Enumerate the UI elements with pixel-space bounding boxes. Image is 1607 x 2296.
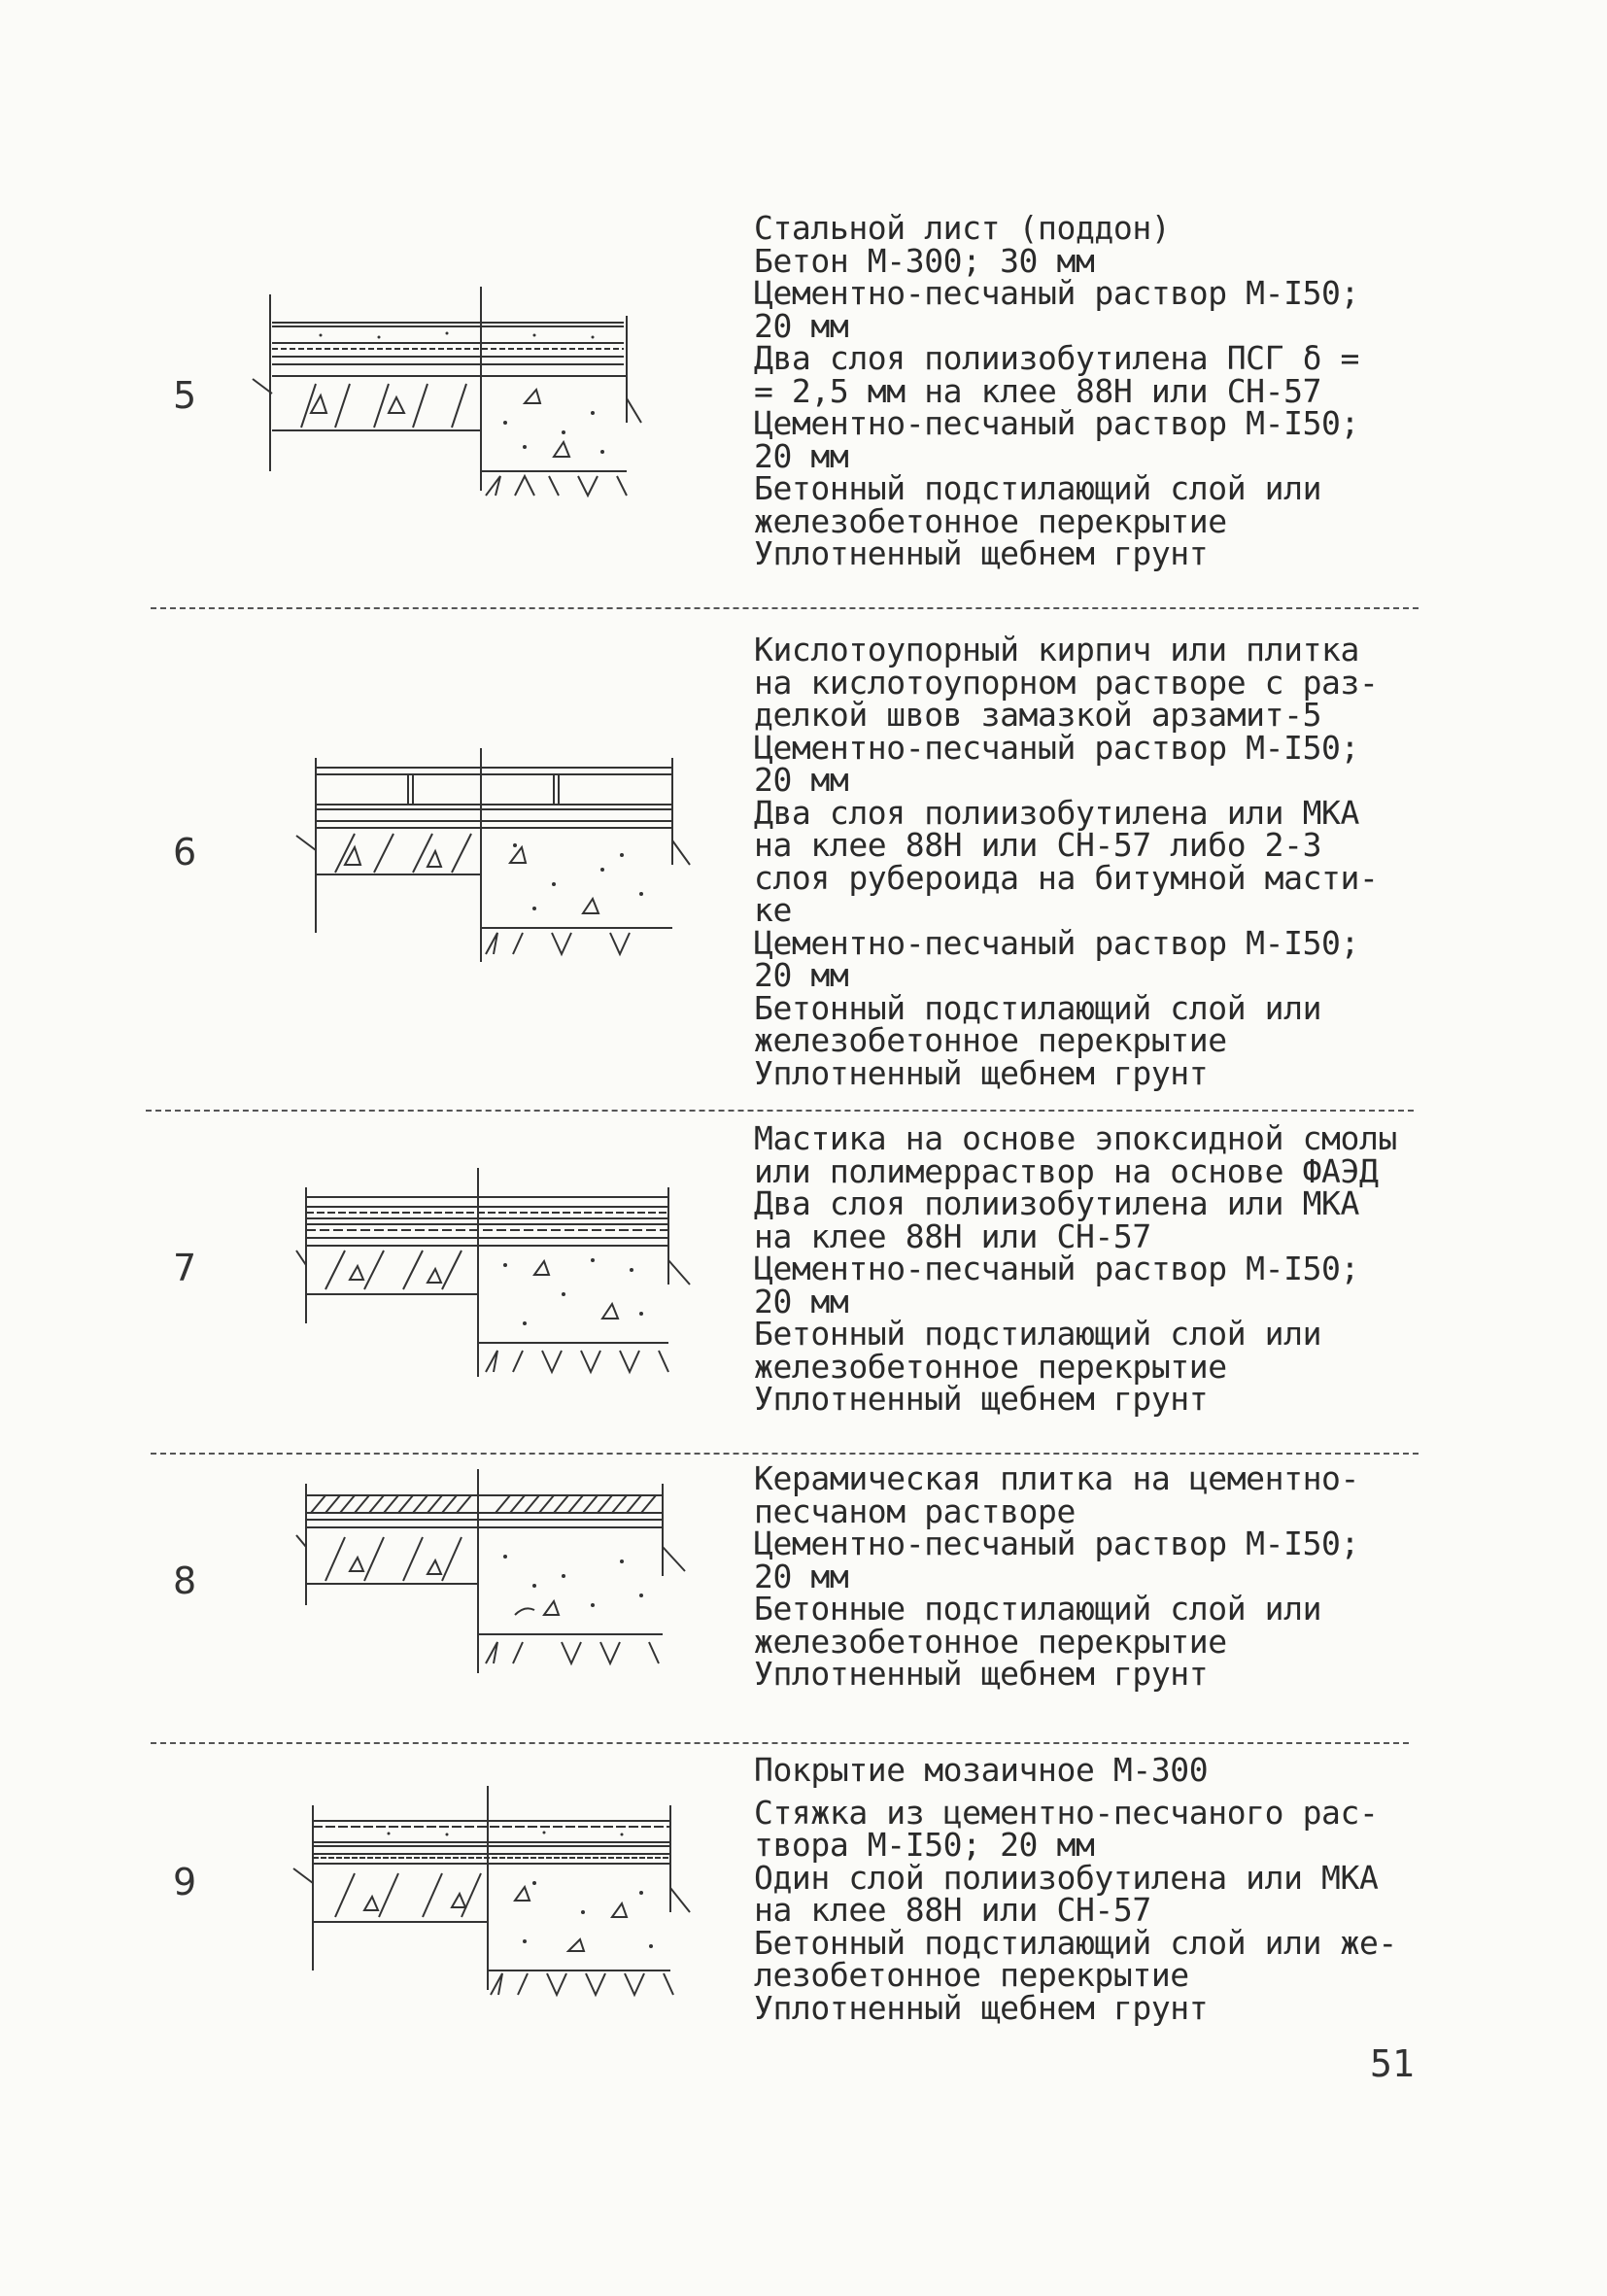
- floor-section-drawing: [291, 1168, 700, 1382]
- divider: [151, 1742, 1409, 1744]
- item-number: 9: [173, 1861, 197, 1903]
- divider: [146, 1110, 1414, 1112]
- layer-description: Мастика на основе эпоксидной смолы или полимерраствор на основе ФАЭД Два слоя полиизобутилена или МКА на клее 88Н или СН-57 Цементно-песчаный раствор М-I50; 20 мм Бетонный подстилающий слой или железобетонное перекрытие Уплотненный щебнем грунт: [754, 1119, 1397, 1418]
- layer-description: Керамическая плитка на цементно- песчаном растворе Цементно-песчаный раствор М-I50; 20 мм Бетонные подстилающий слой или железобетонное перекрытие Уплотненный щебнем грунт: [754, 1459, 1359, 1693]
- divider: [151, 607, 1419, 609]
- floor-section-drawing: [291, 748, 700, 972]
- layer-description: Кислотоупорный кирпич или плитка на кислотоупорном растворе с раз- делкой швов замазкой арзамит-5 Цементно-песчаный раствор М-I50; 20 мм Два слоя полиизобутилена или МКА на клее 88Н или СН-57 либо 2-3 слоя рубероида на битумной масти- ке Цементно-песчаный раствор М-I50; 20 мм Бетонный подстилающий слой или железобетонное перекрытие Уплотненный щебнем грунт: [754, 631, 1379, 1092]
- floor-section-drawing: [243, 287, 651, 510]
- item-number: 5: [173, 374, 197, 417]
- floor-section-drawing: [291, 1469, 700, 1683]
- divider: [151, 1453, 1419, 1455]
- item-number: 7: [173, 1247, 197, 1289]
- layer-description: Стальной лист (поддон) Бетон М-300; 30 мм Цементно-песчаный раствор М-I50; 20 мм Два слоя полиизобутилена ПСГ δ = = 2,5 мм на клее 88Н или СН-57 Цементно-песчаный раствор М-I50; 20 мм Бетонный подстилающий слой или железобетонное перекрытие Уплотненный щебнем грунт: [754, 209, 1359, 572]
- floor-section-drawing: [291, 1786, 700, 2000]
- item-number: 8: [173, 1559, 197, 1602]
- page-number: 51: [1370, 2042, 1415, 2085]
- item-number: 6: [173, 831, 197, 874]
- layer-description: Покрытие мозаичное М-300 Стяжка из цементно-песчаного рас- твора М-I50; 20 мм Один слой полиизобутилена или МКА на клее 88Н или СН-57 Бетонный подстилающий слой или же- лезобетонное перекрытие Уплотненный щебнем грунт: [754, 1751, 1397, 2027]
